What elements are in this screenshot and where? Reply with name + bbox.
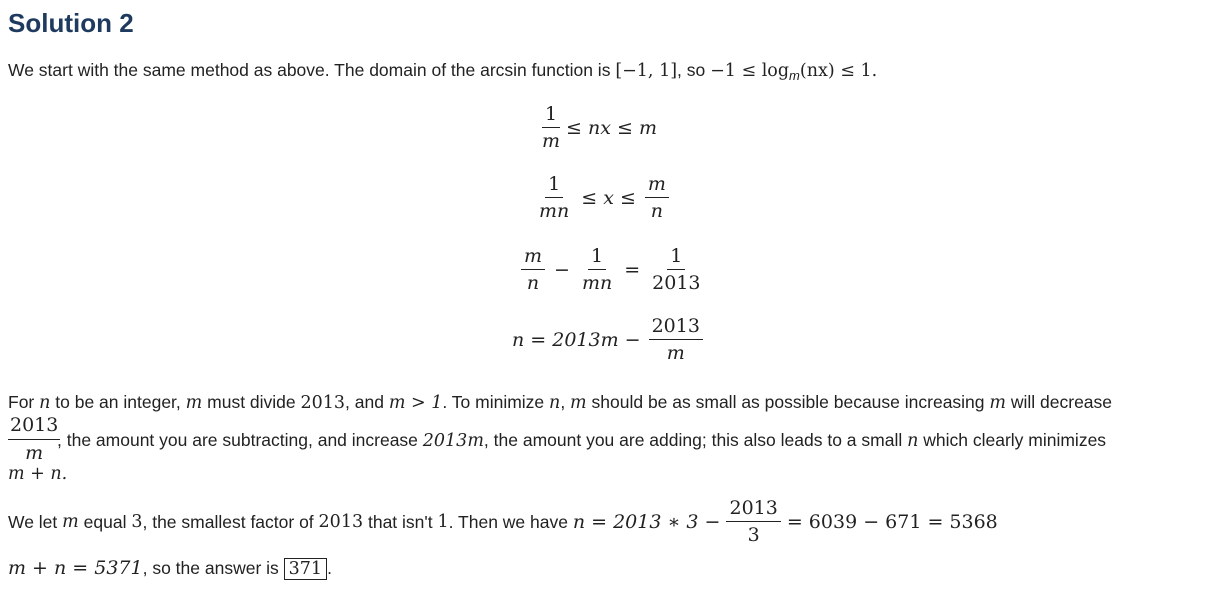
equation-1: $\frac{1}{m}$ ≤ nx ≤ m [542,103,657,152]
paragraph-line-3: m + n. [8,464,68,484]
section-heading: Solution 2 [8,8,134,38]
interval: [−1, 1] [615,61,678,81]
log-inequality-right: (nx) ≤ 1. [799,61,878,81]
paragraph-line-1: For n to be an integer, m must divide 2013, and m > 1. To minimize n, m should be as small as possible because increasing m will decrease [8,392,1113,413]
answer-box: 371 [284,558,327,580]
let-line: We let m equal 3 , the smallest factor of 2013 that isn't 1 . Then we have n = 2013 ∗ 3 − $\frac{2013}{3}$ = 6039 − 671 = 5368 [8,497,998,546]
equation-4: n = 2013m − $\frac{2013}{m}$ [512,316,706,364]
equation-2: $\frac{1}{mn}$ ≤ x ≤ $\frac{m}{n}$ [533,174,672,222]
fraction-2013-over-m: $\frac{2013}{m}$ [10,414,59,464]
final-answer-line: m + n = 5371, so the answer is 371 . [8,557,332,579]
log-inequality-left: −1 ≤ log [710,61,790,81]
equation-3: $\frac{m}{n}$ − $\frac{1}{mn}$ = $\frac{1}{2013}$ [518,246,707,294]
intro-line: We start with the same method as above. The domain of the arcsin function is [−1, 1], so $-1 \le \log_m(nx) \le 1$. [8,60,878,83]
paragraph-line-2: , the amount you are subtracting, and increase 2013m, the amount you are adding; this also leads to a small n which clearly minimizes [57,430,1107,451]
